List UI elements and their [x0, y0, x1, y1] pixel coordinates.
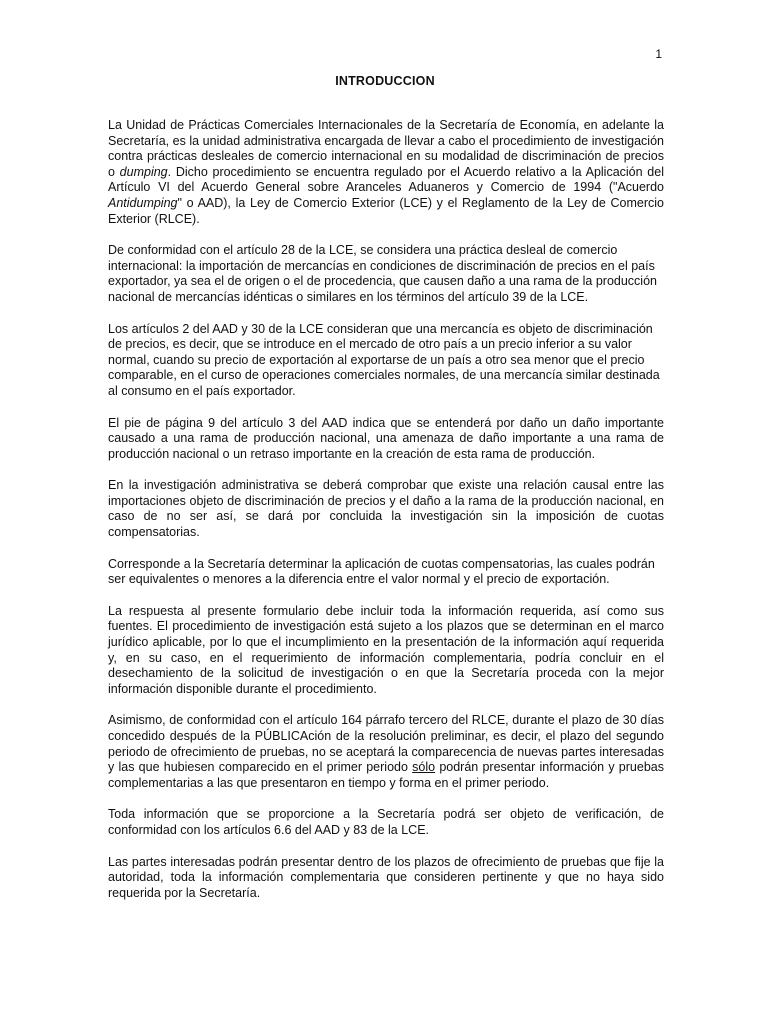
- paragraph-1-text-e: " o AAD), la Ley de Comercio Exterior (LCE) y el Reglamento de la Ley de Comercio Exterior (RLCE).: [108, 195, 664, 226]
- term-dumping: dumping: [119, 164, 168, 179]
- paragraph-1: [108, 118, 664, 227]
- paragraph-8-text-a: Asimismo, de conformidad con el artículo 164 párrafo tercero del RLCE, durante el plazo de 30 días concedido después de la PÚBLICAción de la resolución preliminar, es decir, el plazo del segundo periodo de ofrecimiento de pruebas, no se aceptará la comparecencia de nuevas partes interesadas y las que hubiesen comparecido en el primer periodo: [108, 713, 664, 775]
- paragraph-1-text-c: . Dicho procedimiento se encuentra regulado por el Acuerdo relativo a la Aplicación del Artículo VI del Acuerdo General sobre Aranceles Aduaneros y Comercio de 1994 ("Acuerdo: [108, 164, 664, 195]
- paragraph-6: Corresponde a la Secretaría determinar la aplicación de cuotas compensatorias, las cuales podrán ser equivalentes o menores a la diferencia entre el valor normal y el precio de exportación.: [108, 556, 655, 587]
- page-number: 1: [655, 47, 662, 61]
- paragraph-1-text-a: La Unidad de Prácticas Comerciales Internacionales de la Secretaría de Economía, en adelante la Secretaría, es la unidad administrativa encargada de llevar a cabo el procedimiento de investigación contra prácticas desleales de comercio internacional en su modalidad de discriminación de precios o: [108, 118, 664, 179]
- term-antidumping: Antidumping: [108, 195, 178, 210]
- paragraph-7: La respuesta al presente formulario debe incluir toda la información requerida, así como sus fuentes. El procedimiento de investigación está sujeto a los plazos que se determinan en el marco jurídico aplicable, por lo que el incumplimiento en la presentación de la información aquí requerida y, en su caso, en el requerimiento de información complementaria, podría concluir en el desechamiento de la solicitud de investigación o en que la Secretaría proceda con la mejor información disponible durante el procedimiento.: [108, 603, 664, 696]
- term-solo: sólo: [412, 760, 436, 775]
- paragraph-5: En la investigación administrativa se deberá comprobar que existe una relación causal entre las importaciones objeto de discriminación de precios y el daño a la rama de la producción nacional, en caso de no ser así, se dará por concluida la investigación sin la imposición de cuotas compensatorias.: [108, 478, 664, 540]
- document-body: [108, 118, 664, 917]
- paragraph-8: [108, 713, 664, 791]
- paragraph-3: Los artículos 2 del AAD y 30 de la LCE consideran que una mercancía es objeto de discriminación de precios, es decir, que se introduce en el mercado de otro país a un precio inferior a su valor normal, cuando su precio de exportación al exportarse de un país a otro sea menor que el precio comparable, en el curso de operaciones comerciales normales, de una mercancía similar destinada al consumo en el país exportador.: [108, 321, 660, 398]
- paragraph-8-text-c: podrán presentar información y pruebas complementarias a las que presentaron en tiempo y forma en el primer periodo.: [108, 760, 664, 790]
- page-title: INTRODUCCION: [335, 74, 435, 88]
- paragraph-10: Las partes interesadas podrán presentar dentro de los plazos de ofrecimiento de pruebas que fije la autoridad, toda la información complementaria que consideren pertinente y que no haya sido requerida por la Secretaría.: [108, 854, 664, 900]
- paragraph-4: El pie de página 9 del artículo 3 del AAD indica que se entenderá por daño un daño importante causado a una rama de producción nacional, una amenaza de daño importante a una rama de producción nacional o un retraso importante en la creación de esta rama de producción.: [108, 415, 664, 461]
- paragraph-2: De conformidad con el artículo 28 de la LCE, se considera una práctica desleal de comercio internacional: la importación de mercancías en condiciones de discriminación de precios en el país exportador, ya sea el de origen o el de procedencia, que causen daño a una rama de la producción nacional de mercancías idénticas o similares en los términos del artículo 39 de la LCE.: [108, 243, 657, 304]
- paragraph-9: Toda información que se proporcione a la Secretaría podrá ser objeto de verificación, de conformidad con los artículos 6.6 del AAD y 83 de la LCE.: [108, 807, 664, 837]
